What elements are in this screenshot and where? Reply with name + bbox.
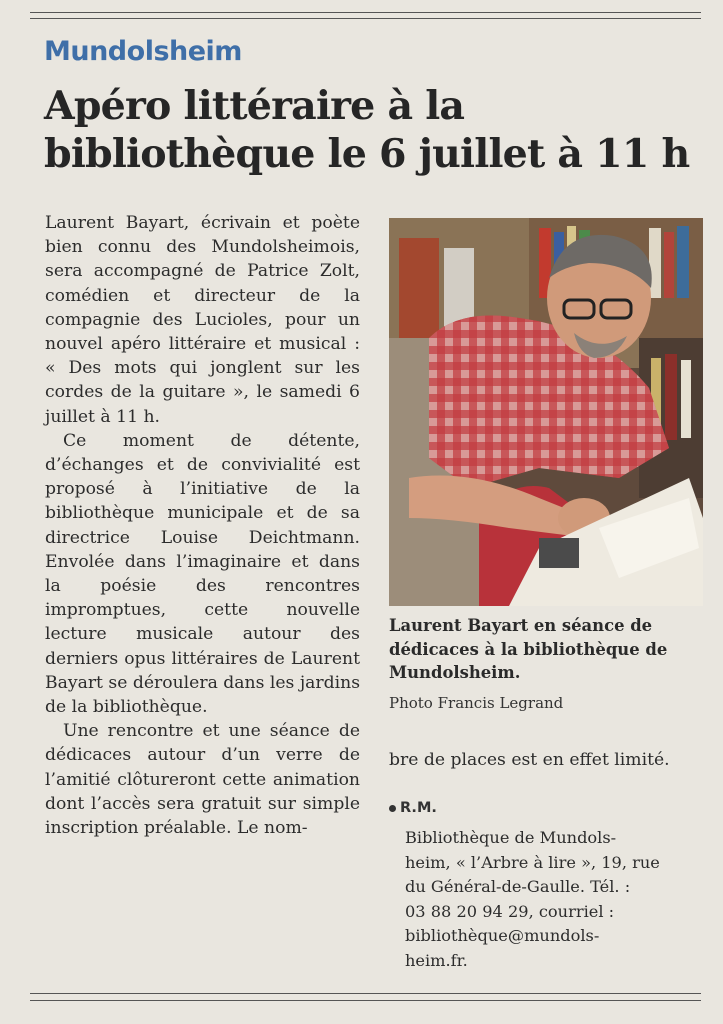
info-line: du Général-de-Gaulle. Tél. : <box>405 877 631 897</box>
paragraph-2: Ce moment de détente, d’échanges et de convivialité est proposé à l’initiative de la bibliothèque municipale et de sa directrice Louise Deichtmann. Envolée dans l’imaginaire et dans la poésie des rencontres impromptues, cette nouvelle lecture musicale autour des derniers opus littéraires de Laurent Bayart se déroulera dans les jardins de la bibliothèque. <box>45 430 361 718</box>
photo-illustration <box>389 218 703 606</box>
info-line: heim, « l’Arbre à lire », 19, rue <box>405 852 660 872</box>
bottom-rule-secondary <box>30 1000 701 1001</box>
top-rule <box>30 12 701 13</box>
info-line: 03 88 20 94 29, courriel : <box>405 901 615 921</box>
practical-info-box <box>405 826 703 974</box>
bottom-rule <box>30 993 701 994</box>
article-photo <box>389 218 703 606</box>
article-headline: Apéro littéraire à la bibliothèque le 6 juillet à 11 h <box>44 83 690 177</box>
bullet-icon <box>389 805 396 812</box>
top-rule-secondary <box>30 18 701 19</box>
info-line: heim.fr. <box>405 950 468 970</box>
photo-caption: Laurent Bayart en séance de dédicaces à la bibliothèque de Mundolsheim. <box>389 616 668 682</box>
info-line: Bibliothèque de Mundols- <box>405 828 617 847</box>
info-line: bibliothèque@mundols- <box>405 926 600 946</box>
paragraph-continuation: bre de places est en effet limité. <box>389 750 670 770</box>
photo-credit: Photo Francis Legrand <box>389 694 564 712</box>
signature-text: R.M. <box>400 800 437 816</box>
article-body-column-2 <box>389 748 701 772</box>
paragraph-1: Laurent Bayart, écrivain et poète bien connu des Mundolsheimois, sera accompagné de Patrice Zolt, comédien et directeur de la compagnie des Lucioles, pour un nouvel apéro littéraire et musical : « Des mots qui jonglent sur les cordes de la guitare », le samedi 6 juillet à 11 h. <box>45 213 360 427</box>
location-kicker: Mundolsheim <box>44 36 242 67</box>
article-body-column-1 <box>45 211 360 840</box>
paragraph-3: Une rencontre et une séance de dédicaces autour d’un verre de l’amitié clôtureront cette animation dont l’accès sera gratuit sur simple inscription préalable. Le nom- <box>45 721 360 839</box>
author-signature <box>389 800 437 816</box>
